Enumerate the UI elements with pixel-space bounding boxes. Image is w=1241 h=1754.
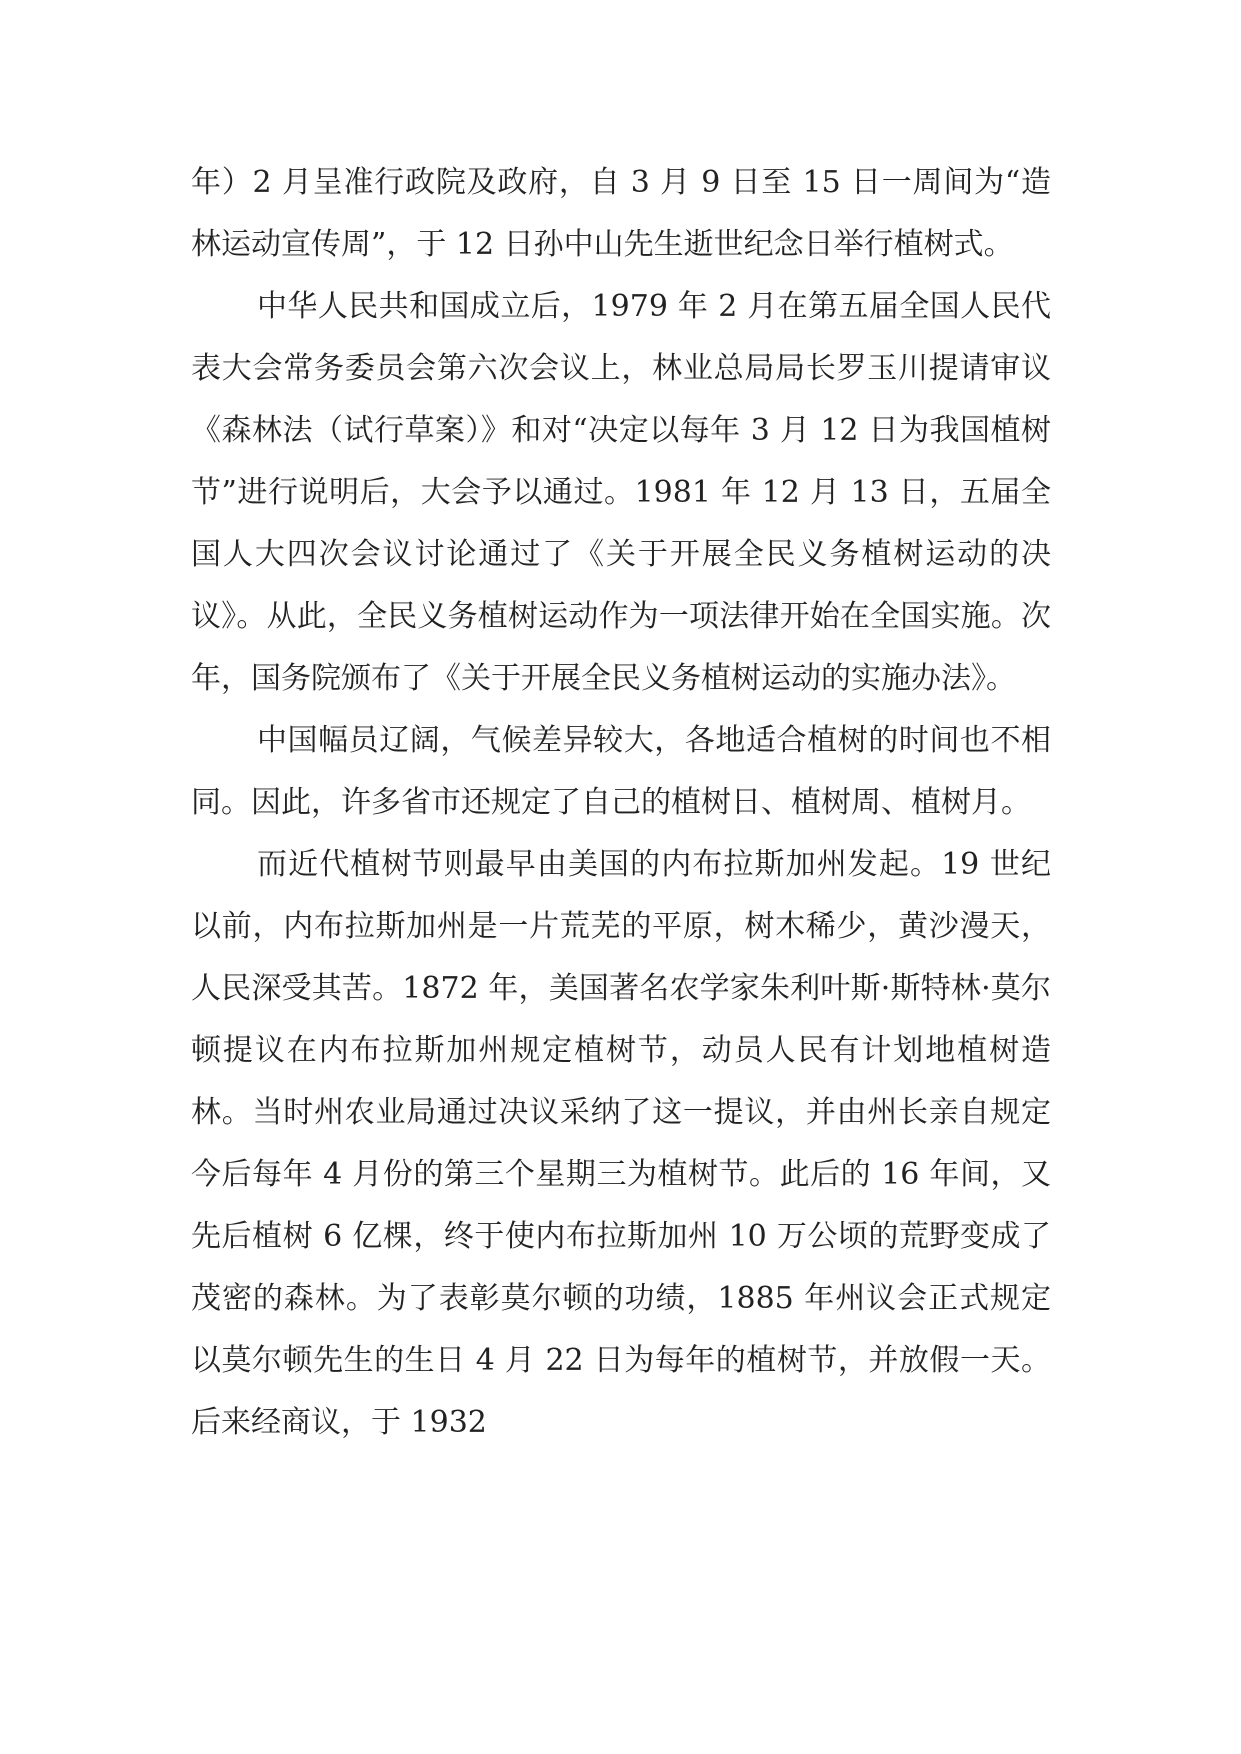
- paragraph-3: 中国幅员辽阔，气候差异较大，各地适合植树的时间也不相同。因此，许多省市还规定了自己的植树日、植树周、植树月。: [191, 723, 1051, 820]
- paragraph-4: 而近代植树节则最早由美国的内布拉斯加州发起。19 世纪以前，内布拉斯加州是一片荒芜的平原，树木稀少，黄沙漫天，人民深受其苦。1872 年，美国著名农学家朱利叶斯·斯特林·莫尔顿提议在内布拉斯加州规定植树节，动员人民有计划地植树造林。当时州农业局通过决议采纳了这一提议，并由州长亲自规定今后每年 4 月份的第三个星期三为植树节。此后的 16 年间，又先后植树 6 亿棵，终于使内布拉斯加州 10 万公顷的荒野变成了茂密的森林。为了表彰莫尔顿的功绩，1885 年州议会正式规定以莫尔顿先生的生日 4 月 22 日为每年的植树节，并放假一天。后来经商议，于 1932: [191, 847, 1051, 1440]
- paragraph-1: 年）2 月呈准行政院及政府，自 3 月 9 日至 15 日一周间为“造林运动宣传周”，于 12 日孙中山先生逝世纪念日举行植树式。: [191, 165, 1051, 262]
- document-body: [191, 152, 1051, 1454]
- paragraph-2: 中华人民共和国成立后，1979 年 2 月在第五届全国人民代表大会常务委员会第六次会议上，林业总局局长罗玉川提请审议《森林法（试行草案）》和对“决定以每年 3 月 12 日为我国植树节”进行说明后，大会予以通过。1981 年 12 月 13 日，五届全国人大四次会议讨论通过了《关于开展全民义务植树运动的决议》。从此，全民义务植树运动作为一项法律开始在全国实施。次年，国务院颁布了《关于开展全民义务植树运动的实施办法》。: [191, 289, 1051, 696]
